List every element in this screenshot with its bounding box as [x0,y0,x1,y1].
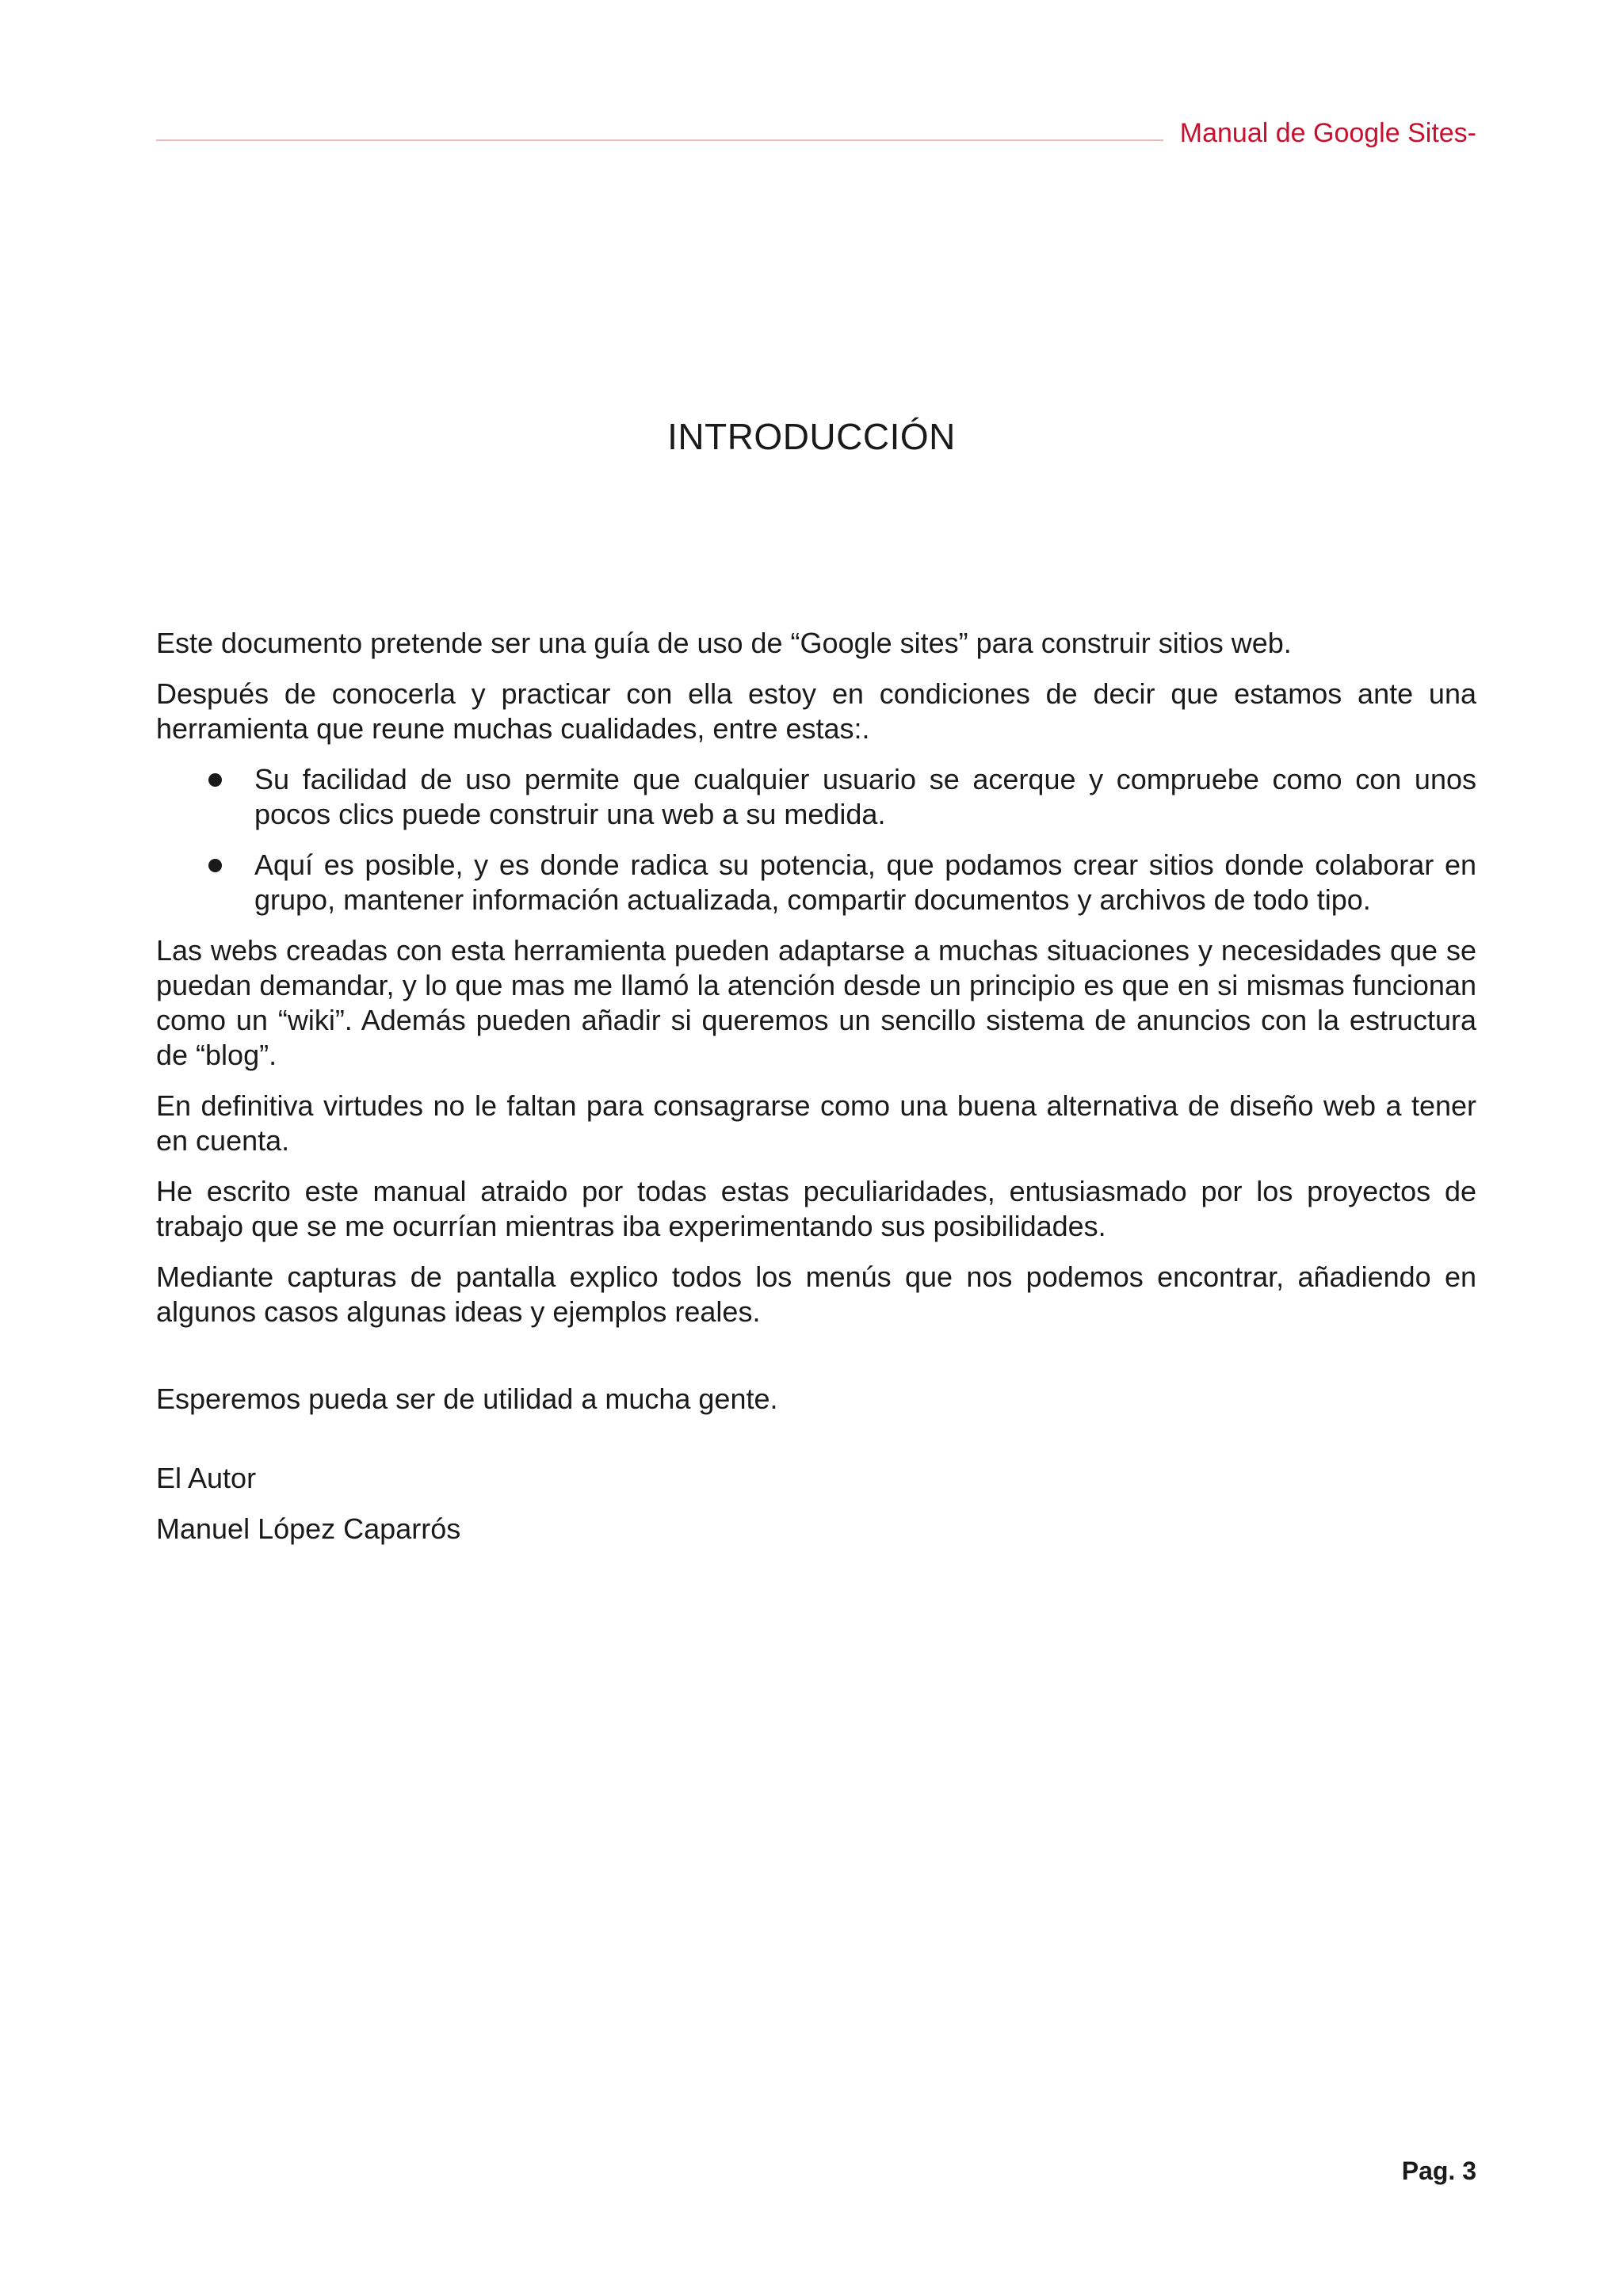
page-title: INTRODUCCIÓN [667,416,956,457]
list-item [156,762,1476,832]
paragraph-qualities: Después de conocerla y practicar con ella estoy en condiciones de decir que estamos ante una herramienta que reune muchas cualidades, entre estas:. [156,677,1476,745]
signature-block [156,1461,1476,1547]
list-item [156,848,1476,917]
paragraph-virtudes: En definitiva virtudes no le faltan para consagrarse como una buena alternativa de diseño web a tener en cuenta. [156,1089,1476,1157]
page-number: Pag. 3 [1401,2157,1476,2185]
paragraph-closing: Esperemos pueda ser de utilidad a mucha gente. [156,1383,778,1415]
page-header [156,116,1476,151]
bullet-icon [208,773,222,787]
bullet-icon [208,859,222,872]
document-body [156,626,1476,1562]
header-rule [156,139,1163,141]
header-title: Manual de Google Sites- [1179,118,1476,148]
signature-label: El Autor [156,1462,257,1494]
paragraph-webs: Las webs creadas con esta herramienta pueden adaptarse a muchas situaciones y necesidades que se puedan demandar, y lo que mas me llamó la atención desde un principio es que en si mismas funcionan como un “wiki”. Además pueden añadir si queremos un sencillo sistema de anuncios con la estructura de “blog”. [156,934,1476,1071]
list-item-text: Su facilidad de uso permite que cualquier usuario se acerque y compruebe como con unos pocos clics puede construir una web a su medida. [254,763,1476,830]
list-item-text: Aquí es posible, y es donde radica su potencia, que podamos crear sitios donde colaborar en grupo, mantener información actualizada, compartir documentos y archivos de todo tipo. [254,849,1476,916]
paragraph-manual: He escrito este manual atraido por todas estas peculiaridades, entusiasmado por los proyectos de trabajo que se me ocurrían mientras iba experimentando sus posibilidades. [156,1175,1476,1242]
qualities-list [156,762,1476,917]
signature-name: Manuel López Caparrós [156,1512,461,1545]
paragraph-intro: Este documento pretende ser una guía de uso de “Google sites” para construir sitios web. [156,627,1292,659]
paragraph-capturas: Mediante capturas de pantalla explico todos los menús que nos podemos encontrar, añadiendo en algunos casos algunas ideas y ejemplos reales. [156,1261,1476,1328]
